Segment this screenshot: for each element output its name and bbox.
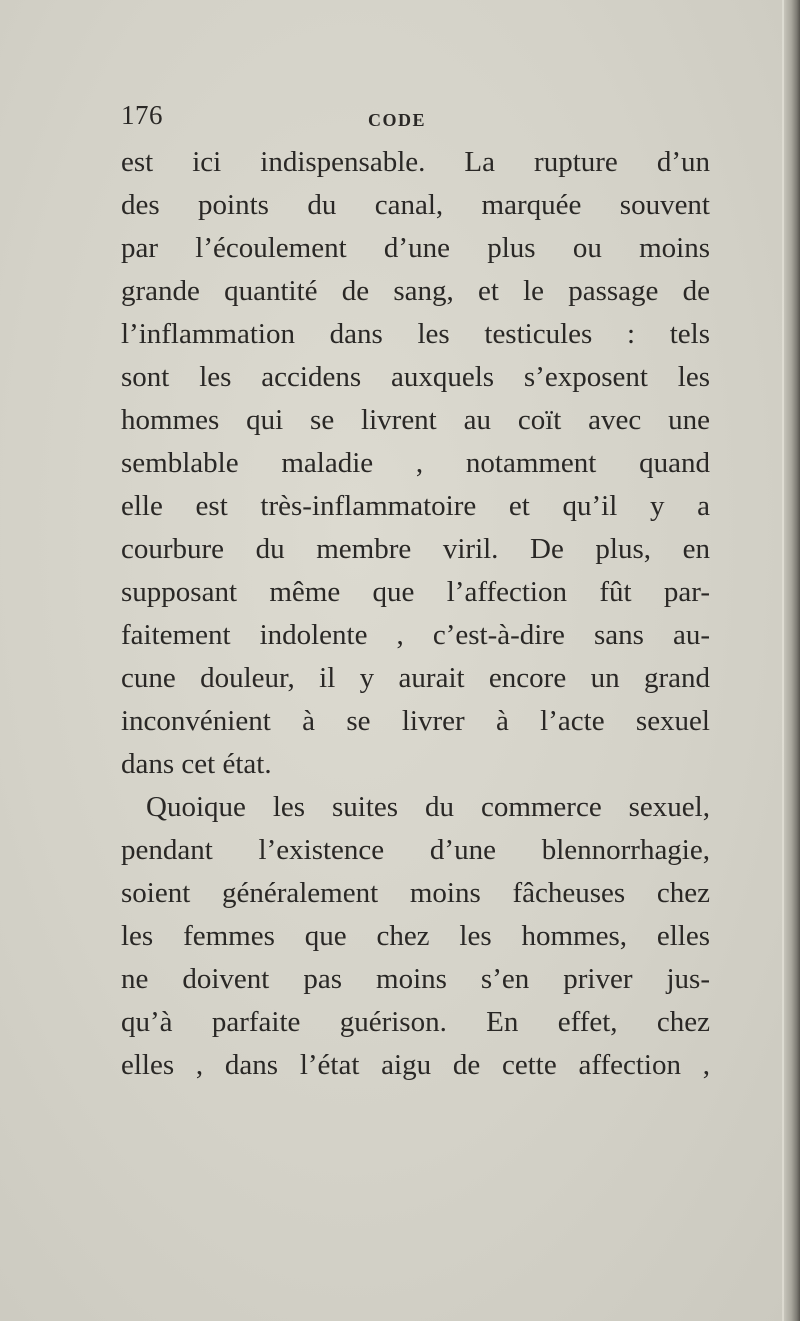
- text-line: supposant même que l’affection fût par-: [121, 576, 710, 608]
- page-header: [121, 100, 701, 140]
- text-line: les femmes que chez les hommes, elles: [121, 920, 710, 952]
- paragraph: [121, 141, 710, 786]
- text-line: elles , dans l’état aigu de cette affection ,: [121, 1049, 710, 1081]
- text-line: l’inflammation dans les testicules : tels: [121, 318, 710, 350]
- text-line: cune douleur, il y aurait encore un grand: [121, 662, 710, 694]
- text-line: est ici indispensable. La rupture d’un: [121, 146, 710, 178]
- text-line: ne doivent pas moins s’en priver jus-: [121, 963, 710, 995]
- text-line: des points du canal, marquée souvent: [121, 189, 710, 221]
- body-text: [121, 141, 710, 1087]
- text-line: qu’à parfaite guérison. En effet, chez: [121, 1006, 710, 1038]
- text-line: Quoique les suites du commerce sexuel,: [146, 791, 710, 823]
- page-edge-shadow: [784, 0, 800, 1321]
- text-line: pendant l’existence d’une blennorrhagie,: [121, 834, 710, 866]
- paragraph: [121, 786, 710, 1087]
- text-line: par l’écoulement d’une plus ou moins: [121, 232, 710, 264]
- text-line: semblable maladie , notamment quand: [121, 447, 710, 479]
- text-line: sont les accidens auxquels s’exposent les: [121, 361, 710, 393]
- text-line: elle est très-inflammatoire et qu’il y a: [121, 490, 710, 522]
- text-line: dans cet état.: [121, 748, 272, 780]
- text-line: courbure du membre viril. De plus, en: [121, 533, 710, 565]
- page-number: 176: [121, 100, 163, 130]
- text-line: soient généralement moins fâcheuses chez: [121, 877, 710, 909]
- text-line: hommes qui se livrent au coït avec une: [121, 404, 710, 436]
- running-head: CODE: [368, 110, 427, 130]
- text-line: grande quantité de sang, et le passage de: [121, 275, 710, 307]
- text-line: faitement indolente , c’est-à-dire sans au-: [121, 619, 710, 651]
- text-line: inconvénient à se livrer à l’acte sexuel: [121, 705, 710, 737]
